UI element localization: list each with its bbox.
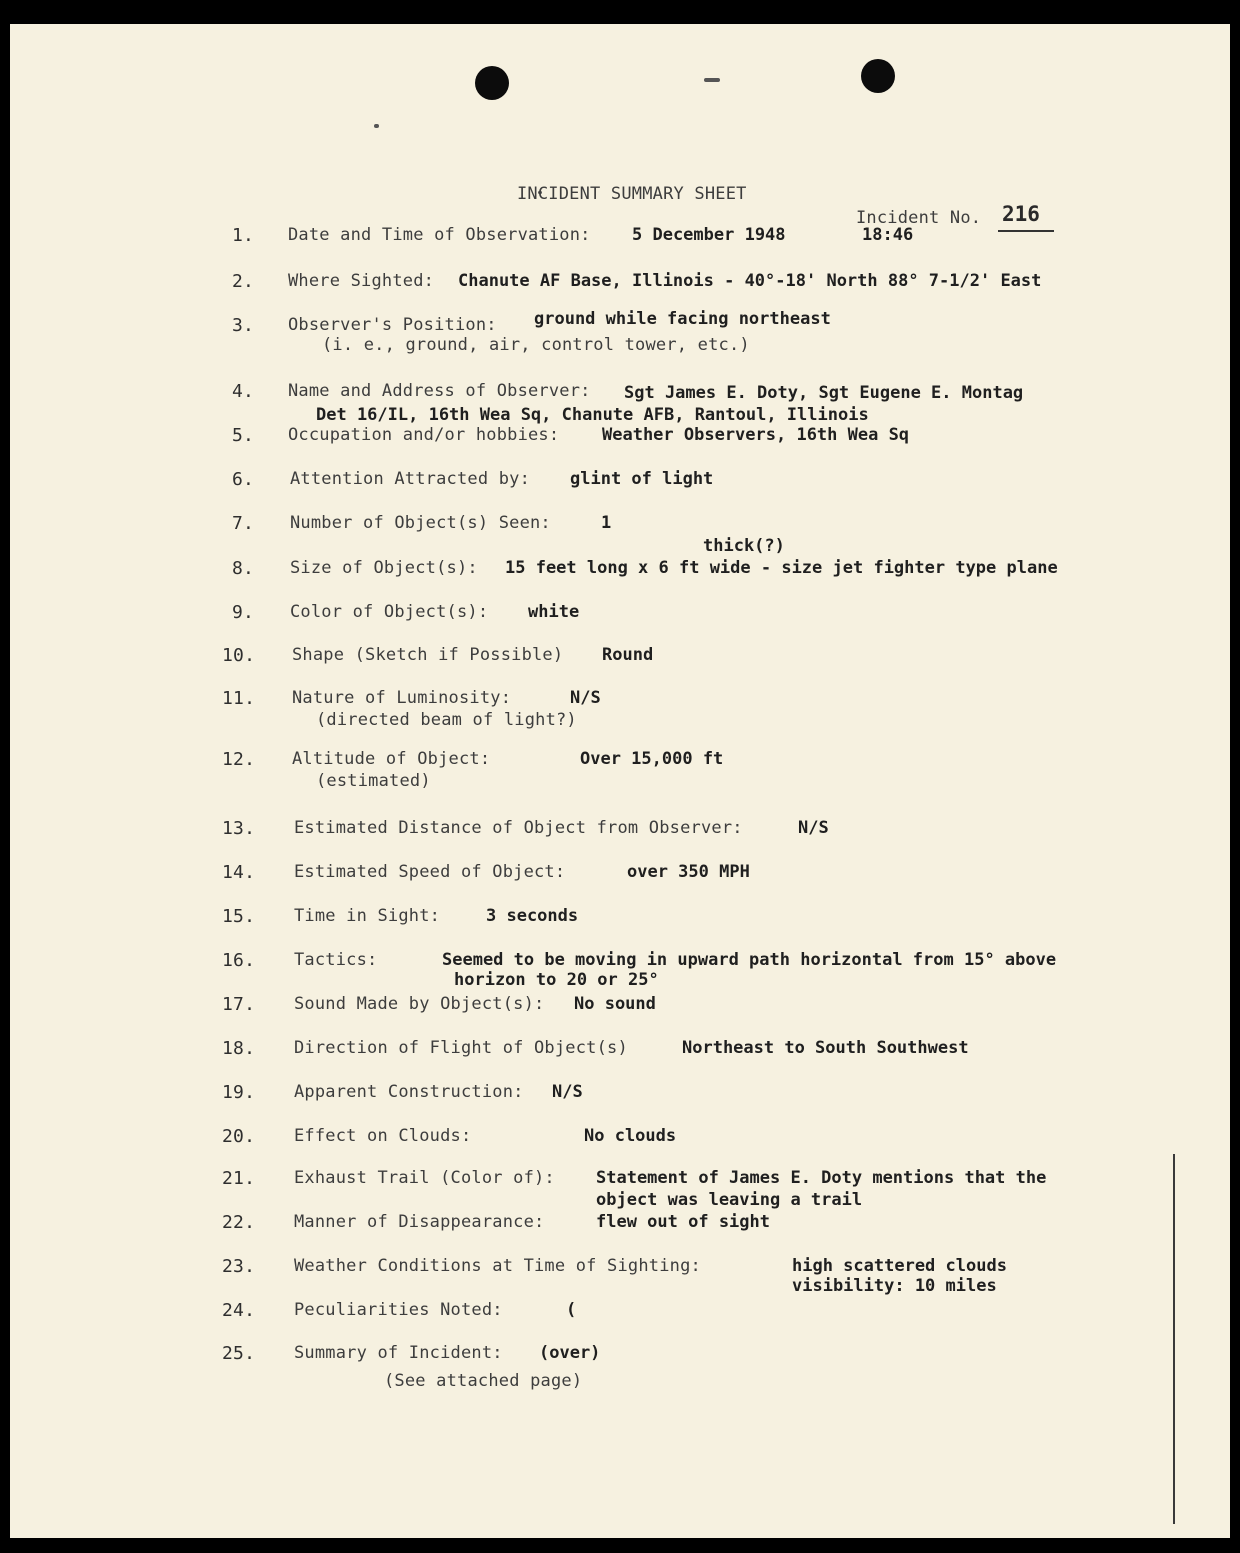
field-label: Shape (Sketch if Possible) xyxy=(292,645,564,665)
incident-number-label: Incident No. xyxy=(856,208,982,228)
field-value: Chanute AF Base, Illinois - 40°-18' North 88° 7-1/2' East xyxy=(458,271,1042,291)
item-number: 17. xyxy=(222,994,256,1015)
item-number: 5. xyxy=(232,425,255,446)
item-number: 21. xyxy=(222,1168,256,1189)
field-value: Sgt James E. Doty, Sgt Eugene E. Montag xyxy=(624,383,1024,403)
field-label: Manner of Disappearance: xyxy=(294,1212,545,1232)
item-number: 7. xyxy=(232,513,255,534)
item-number: 3. xyxy=(232,315,255,336)
field-label: Number of Object(s) Seen: xyxy=(290,513,551,533)
field-value: white xyxy=(528,602,580,622)
item-number: 12. xyxy=(222,749,256,770)
item-number: 15. xyxy=(222,906,256,927)
item-number: 14. xyxy=(222,862,256,883)
field-value: flew out of sight xyxy=(596,1212,770,1232)
item-number: 23. xyxy=(222,1256,256,1277)
ink-speck xyxy=(374,124,379,128)
field-value: Over 15,000 ft xyxy=(580,749,724,769)
item-number: 20. xyxy=(222,1126,256,1147)
field-label: Estimated Distance of Object from Observer: xyxy=(294,818,743,838)
field-value: over 350 MPH xyxy=(627,862,750,882)
field-value: ground while facing northeast xyxy=(534,309,831,329)
field-value: ( xyxy=(566,1300,577,1320)
punch-hole xyxy=(475,66,509,100)
field-value: N/S xyxy=(798,818,829,838)
field-value: No clouds xyxy=(584,1126,677,1146)
field-label: Estimated Speed of Object: xyxy=(294,862,566,882)
field-value: 1 xyxy=(601,513,612,533)
field-label: Direction of Flight of Object(s) xyxy=(294,1038,628,1058)
punch-hole xyxy=(861,59,895,93)
field-label: Occupation and/or hobbies: xyxy=(288,425,560,445)
item-number: 25. xyxy=(222,1343,256,1364)
item-number: 24. xyxy=(222,1300,256,1321)
field-value-continued: visibility: 10 miles xyxy=(792,1276,997,1296)
sheet-title: INCIDENT SUMMARY SHEET xyxy=(517,184,747,204)
field-sublabel: (estimated) xyxy=(316,771,431,791)
field-label: Attention Attracted by: xyxy=(290,469,531,489)
field-value: 15 feet long x 6 ft wide - size jet fighter type plane xyxy=(505,558,1058,578)
field-label: Apparent Construction: xyxy=(294,1082,524,1102)
field-value: N/S xyxy=(570,688,601,708)
item-number: 11. xyxy=(222,688,256,709)
field-label: Size of Object(s): xyxy=(290,558,478,578)
field-value: glint of light xyxy=(570,469,714,489)
field-label: Weather Conditions at Time of Sighting: xyxy=(294,1256,701,1276)
field-annotation: thick(?) xyxy=(703,536,785,556)
field-label: Summary of Incident: xyxy=(294,1343,503,1363)
field-sublabel: (i. e., ground, air, control tower, etc.) xyxy=(322,335,750,355)
field-value: Weather Observers, 16th Wea Sq xyxy=(602,425,910,445)
field-value: high scattered clouds xyxy=(792,1256,1007,1276)
field-value-time: 18:46 xyxy=(862,225,914,245)
field-value-continued: Det 16/IL, 16th Wea Sq, Chanute AFB, Rantoul, Illinois xyxy=(316,405,869,425)
item-number: 13. xyxy=(222,818,256,839)
field-label: Effect on Clouds: xyxy=(294,1126,472,1146)
ink-speck xyxy=(704,78,720,82)
item-number: 6. xyxy=(232,469,255,490)
item-number: 4. xyxy=(232,381,255,402)
field-value: Northeast to South Southwest xyxy=(682,1038,969,1058)
item-number: 18. xyxy=(222,1038,256,1059)
field-value-continued: object was leaving a trail xyxy=(596,1190,863,1210)
item-number: 22. xyxy=(222,1212,256,1233)
field-value: N/S xyxy=(552,1082,583,1102)
document-page xyxy=(10,24,1230,1538)
field-value: 3 seconds xyxy=(486,906,579,926)
item-number: 9. xyxy=(232,602,255,623)
field-label: Time in Sight: xyxy=(294,906,441,926)
field-value: Statement of James E. Doty mentions that the xyxy=(596,1168,1047,1188)
margin-rule xyxy=(1173,1154,1175,1524)
field-label: Color of Object(s): xyxy=(290,602,489,622)
field-value: Round xyxy=(602,645,654,665)
field-label: Name and Address of Observer: xyxy=(288,381,591,401)
field-sublabel: (directed beam of light?) xyxy=(316,710,577,730)
item-number: 2. xyxy=(232,271,255,292)
field-label: Peculiarities Noted: xyxy=(294,1300,503,1320)
field-label: Where Sighted: xyxy=(288,271,435,291)
field-value: 5 December 1948 xyxy=(632,225,786,245)
item-number: 16. xyxy=(222,950,256,971)
field-label: Nature of Luminosity: xyxy=(292,688,512,708)
field-label: Tactics: xyxy=(294,950,378,970)
field-label: Date and Time of Observation: xyxy=(288,225,591,245)
field-value: Seemed to be moving in upward path horizontal from 15° above xyxy=(442,950,1057,970)
field-value: No sound xyxy=(574,994,656,1014)
field-label: Observer's Position: xyxy=(288,315,497,335)
incident-number-value: 216 xyxy=(998,202,1054,232)
field-label: Exhaust Trail (Color of): xyxy=(294,1168,555,1188)
item-number: 1. xyxy=(232,225,255,246)
field-sublabel: (See attached page) xyxy=(384,1371,583,1391)
field-value-continued: horizon to 20 or 25° xyxy=(454,970,659,990)
field-label: Sound Made by Object(s): xyxy=(294,994,545,1014)
field-value: (over) xyxy=(539,1343,601,1363)
item-number: 19. xyxy=(222,1082,256,1103)
item-number: 8. xyxy=(232,558,255,579)
item-number: 10. xyxy=(222,645,256,666)
field-label: Altitude of Object: xyxy=(292,749,491,769)
